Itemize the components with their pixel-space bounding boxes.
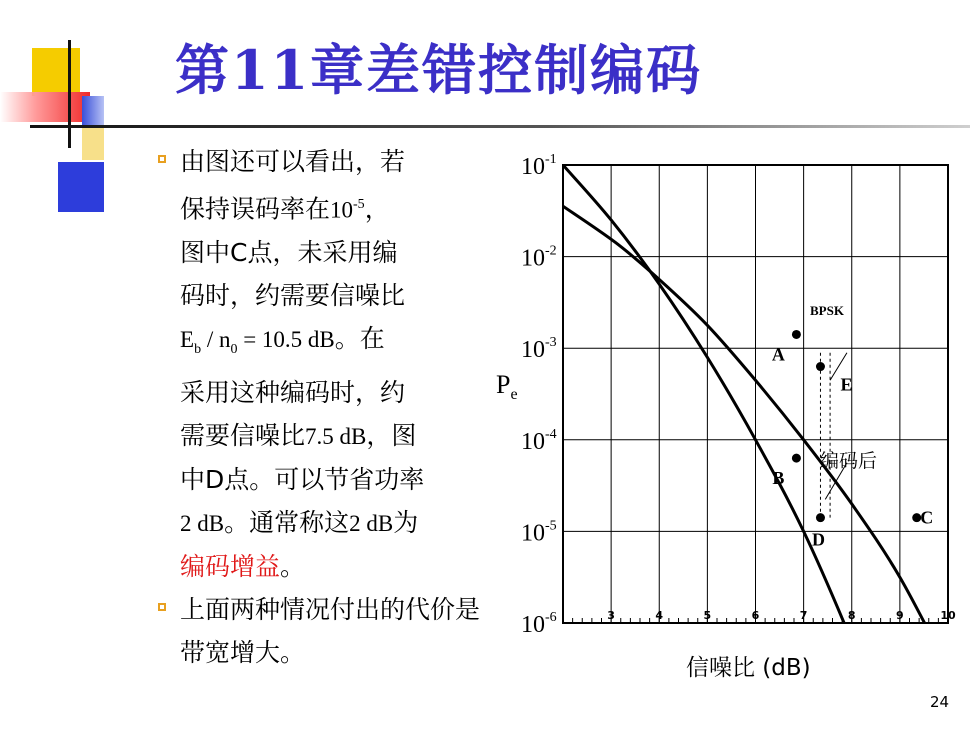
text-run: E bbox=[180, 327, 195, 353]
x-tick-label: 5 bbox=[703, 609, 712, 622]
x-tick-label: 3 bbox=[607, 609, 615, 622]
point-label-d: D bbox=[811, 529, 825, 550]
logo-blue-square bbox=[58, 162, 104, 212]
x-tick-label: 4 bbox=[655, 609, 664, 622]
ber-chart bbox=[490, 145, 960, 690]
text-run: 10 bbox=[330, 197, 354, 223]
bullet-marker-icon bbox=[158, 155, 166, 163]
point-label-a: A bbox=[771, 344, 785, 365]
logo-yellow-square-small bbox=[82, 128, 104, 160]
text-run: 图中C点，未采用编 bbox=[180, 238, 398, 268]
text-run: 保持误码率在 bbox=[180, 194, 331, 224]
bullet-item-1 bbox=[158, 140, 498, 588]
point-d bbox=[816, 513, 825, 522]
point-a bbox=[792, 330, 801, 339]
x-axis-label: 信噪比 (dB) bbox=[686, 655, 811, 681]
page-title: 第11章差错控制编码 bbox=[175, 38, 703, 102]
y-tick-labels bbox=[521, 152, 557, 638]
text-run: 。在 bbox=[334, 324, 385, 354]
y-axis-label: $P_e$ bbox=[496, 370, 518, 403]
point-b bbox=[792, 454, 801, 463]
logo-vertical-line bbox=[68, 40, 71, 148]
x-tick-label: 7 bbox=[799, 609, 808, 622]
x-tick-label: 6 bbox=[751, 609, 760, 622]
x-tick-label: 8 bbox=[847, 609, 856, 622]
text-run: ，图 bbox=[366, 421, 417, 451]
y-tick-label: $10^{-2}$ bbox=[521, 243, 557, 272]
text-run: 2 dB bbox=[349, 511, 394, 537]
logo-blue-square-small bbox=[82, 96, 104, 128]
text-run: 由图还可以看出，若 bbox=[180, 147, 406, 176]
y-tick-label: $10^{-6}$ bbox=[521, 610, 557, 638]
text-run: 码时，约需要信噪比 bbox=[180, 281, 406, 311]
bullet-list bbox=[158, 140, 498, 674]
text-run: 采用这种编码时，约 bbox=[180, 378, 406, 408]
text-run: 。通常称这 bbox=[224, 508, 350, 538]
text-run: 7.5 dB bbox=[305, 424, 367, 450]
page-number: 24 bbox=[930, 693, 950, 711]
y-tick-label: $10^{-5}$ bbox=[521, 518, 557, 547]
text-run: b bbox=[194, 342, 202, 358]
text-run: ， bbox=[364, 194, 390, 224]
title-divider bbox=[30, 125, 970, 128]
text-run: -5 bbox=[353, 197, 365, 212]
logo-red-bar bbox=[0, 92, 90, 122]
x-tick-label: 10 bbox=[940, 609, 956, 622]
text-run: 上面两种情况付出的代价是带宽增大。 bbox=[180, 595, 481, 668]
bullet-item-2 bbox=[158, 588, 490, 674]
text-run: = 10.5 dB bbox=[237, 327, 335, 353]
point-label-c: C bbox=[920, 507, 934, 528]
y-tick-label: $10^{-4}$ bbox=[521, 426, 557, 455]
coded-label: 编码后 bbox=[820, 450, 878, 472]
y-tick-label: $10^{-3}$ bbox=[521, 335, 557, 364]
x-tick-label: 9 bbox=[896, 609, 904, 622]
text-run: 中D点。可以节省功率 bbox=[180, 465, 425, 495]
bullet-marker-icon bbox=[158, 603, 166, 611]
x-tick-labels bbox=[607, 609, 956, 622]
coding-gain-highlight: 编码增益 bbox=[180, 552, 281, 582]
y-tick-label: $10^{-1}$ bbox=[521, 152, 557, 180]
text-run: / n bbox=[201, 327, 231, 353]
text-run: 0 bbox=[230, 342, 238, 358]
point-label-e: E bbox=[840, 374, 853, 395]
text-run: 需要信噪比 bbox=[180, 421, 306, 451]
text-run: 为 bbox=[393, 508, 419, 538]
text-run: 2 dB bbox=[180, 511, 225, 537]
point-e bbox=[816, 362, 825, 371]
text-run: 。 bbox=[280, 552, 306, 582]
logo-yellow-square bbox=[32, 48, 80, 96]
bpsk-label: BPSK bbox=[810, 303, 844, 318]
point-label-b: B bbox=[772, 468, 785, 489]
